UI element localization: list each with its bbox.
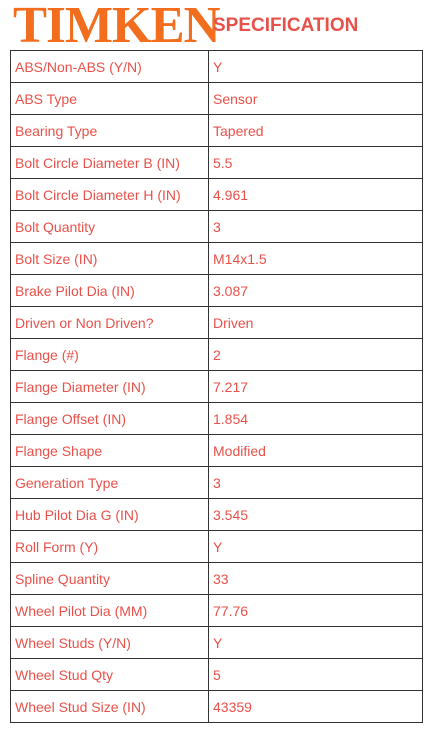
spec-label: Wheel Studs (Y/N) — [11, 627, 209, 659]
spec-label: Bolt Circle Diameter H (IN) — [11, 179, 209, 211]
spec-value: 3.545 — [209, 499, 423, 531]
spec-value: 3 — [209, 467, 423, 499]
spec-label: Flange Offset (IN) — [11, 403, 209, 435]
spec-value: 7.217 — [209, 371, 423, 403]
table-row — [11, 435, 423, 467]
table-row — [11, 531, 423, 563]
table-row — [11, 307, 423, 339]
page-header — [13, 0, 423, 54]
table-row — [11, 403, 423, 435]
spec-value: 1.854 — [209, 403, 423, 435]
spec-label: Flange Diameter (IN) — [11, 371, 209, 403]
spec-value: 5 — [209, 659, 423, 691]
table-row — [11, 371, 423, 403]
table-row — [11, 499, 423, 531]
spec-value: Modified — [209, 435, 423, 467]
table-row — [11, 691, 423, 723]
spec-label: Wheel Stud Size (IN) — [11, 691, 209, 723]
table-row — [11, 595, 423, 627]
spec-value: 43359 — [209, 691, 423, 723]
spec-label: Bolt Size (IN) — [11, 243, 209, 275]
specification-table-body — [11, 51, 423, 723]
spec-label: Roll Form (Y) — [11, 531, 209, 563]
spec-label: Bearing Type — [11, 115, 209, 147]
spec-value: Sensor — [209, 83, 423, 115]
page-title: SPECIFICATION — [213, 15, 359, 36]
spec-value: Y — [209, 51, 423, 83]
table-row — [11, 467, 423, 499]
table-row — [11, 243, 423, 275]
table-row — [11, 51, 423, 83]
table-row — [11, 275, 423, 307]
spec-value: Driven — [209, 307, 423, 339]
table-row — [11, 659, 423, 691]
specification-table — [10, 50, 423, 723]
spec-label: Flange (#) — [11, 339, 209, 371]
spec-value: 4.961 — [209, 179, 423, 211]
spec-label: Wheel Stud Qty — [11, 659, 209, 691]
table-row — [11, 179, 423, 211]
table-row — [11, 563, 423, 595]
table-row — [11, 147, 423, 179]
spec-label: ABS/Non-ABS (Y/N) — [11, 51, 209, 83]
spec-value: Y — [209, 531, 423, 563]
spec-label: Flange Shape — [11, 435, 209, 467]
spec-label: Brake Pilot Dia (IN) — [11, 275, 209, 307]
spec-value: 5.5 — [209, 147, 423, 179]
table-row — [11, 211, 423, 243]
table-row — [11, 627, 423, 659]
spec-label: Bolt Circle Diameter B (IN) — [11, 147, 209, 179]
table-row — [11, 83, 423, 115]
spec-label: Generation Type — [11, 467, 209, 499]
spec-value: Tapered — [209, 115, 423, 147]
spec-value: 3 — [209, 211, 423, 243]
spec-label: Wheel Pilot Dia (MM) — [11, 595, 209, 627]
timken-logo: TIMKEN — [13, 0, 220, 54]
spec-value: 33 — [209, 563, 423, 595]
spec-label: ABS Type — [11, 83, 209, 115]
table-row — [11, 115, 423, 147]
spec-value: 77.76 — [209, 595, 423, 627]
spec-value: M14x1.5 — [209, 243, 423, 275]
spec-value: Y — [209, 627, 423, 659]
spec-value: 2 — [209, 339, 423, 371]
spec-label: Hub Pilot Dia G (IN) — [11, 499, 209, 531]
spec-label: Bolt Quantity — [11, 211, 209, 243]
spec-label: Spline Quantity — [11, 563, 209, 595]
table-row — [11, 339, 423, 371]
spec-label: Driven or Non Driven? — [11, 307, 209, 339]
spec-value: 3.087 — [209, 275, 423, 307]
